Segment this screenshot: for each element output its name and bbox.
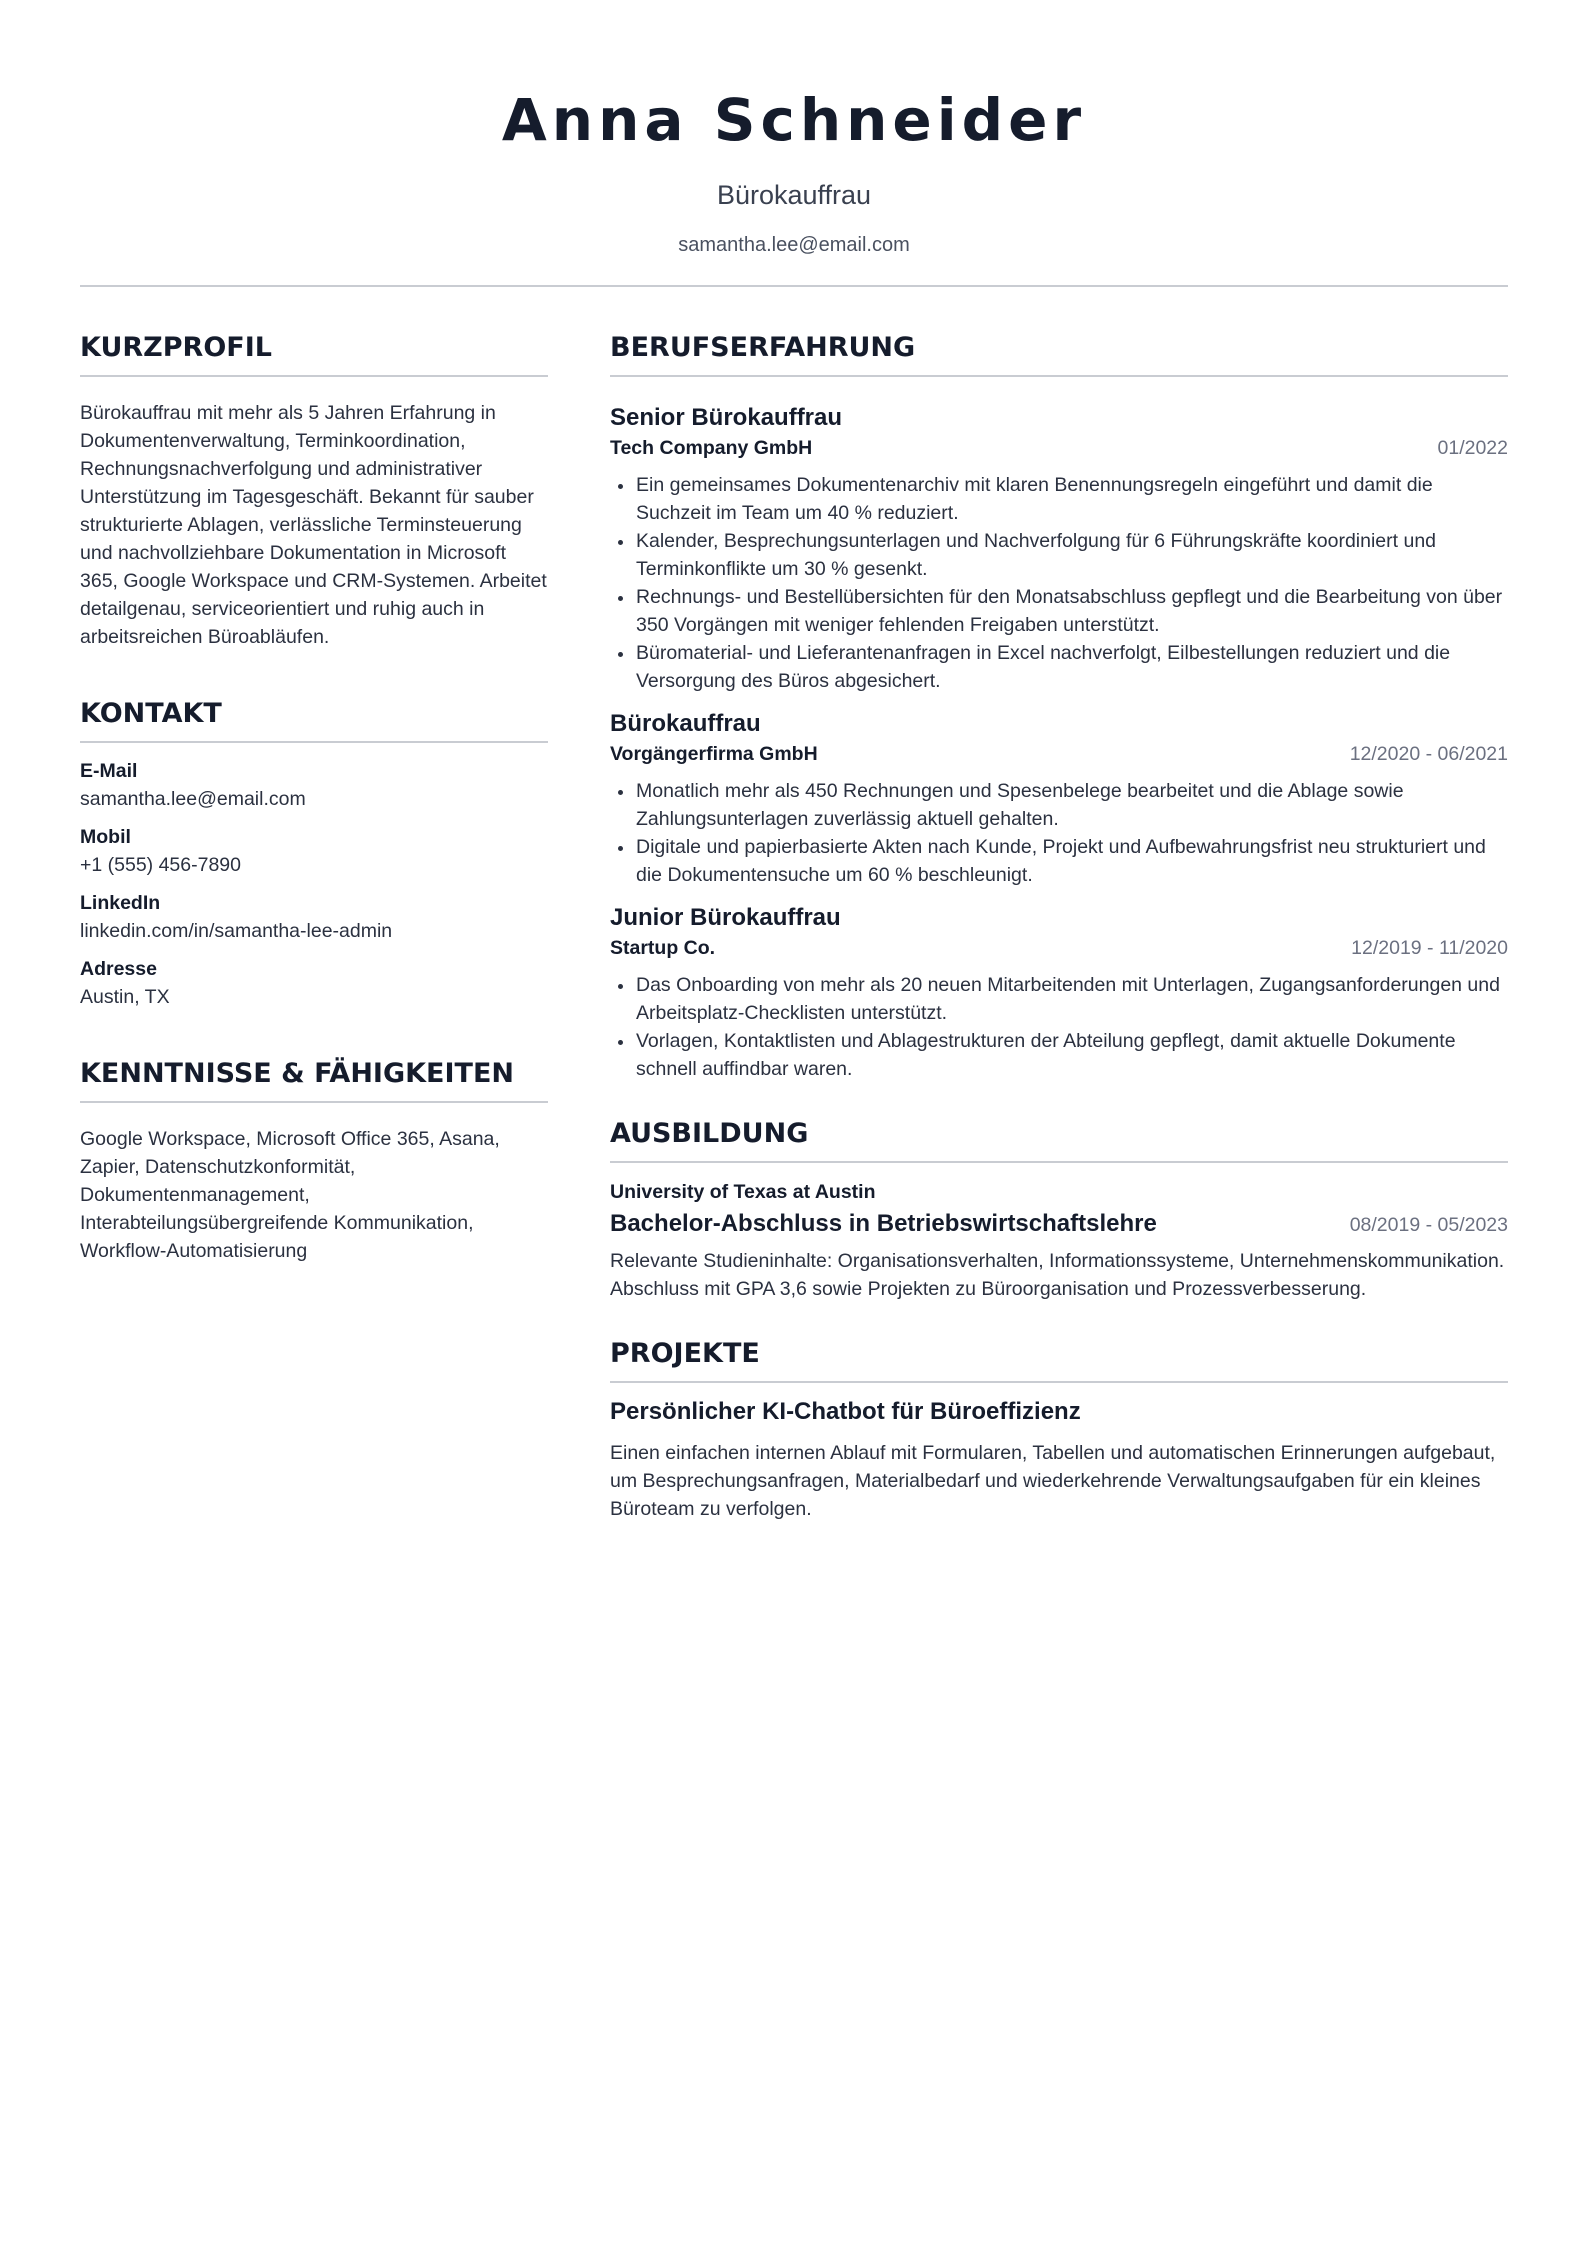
contact-label-address: Adresse <box>80 958 157 980</box>
job-entry <box>610 709 1508 889</box>
contact-label-email: E-Mail <box>80 760 138 782</box>
job-bullet: Kalender, Besprechungsunterlagen und Nachverfolgung für 6 Führungskräfte koordiniert und Terminkonflikte um 30 % gesenkt. <box>610 527 1508 583</box>
contact-title: KONTAKT <box>80 697 548 743</box>
contact-value-mobile: +1 (555) 456-7890 <box>80 854 241 876</box>
job-company: Vorgängerfirma GmbH <box>610 743 818 765</box>
experience-title: BERUFSERFAHRUNG <box>610 331 1508 377</box>
profile-title: KURZPROFIL <box>80 331 548 377</box>
skills-section <box>80 1057 548 1265</box>
education-text: Relevante Studieninhalte: Organisationsverhalten, Informationssysteme, Unternehmenskommunikation. Abschluss mit GPA 3,6 sowie Projekten zu Büroorganisation und Prozessverbesserung. <box>610 1250 1505 1300</box>
right-column <box>610 331 1508 1523</box>
job-title: Bürokauffrau <box>610 710 761 737</box>
experience-section <box>610 331 1508 1083</box>
job-bullet: Das Onboarding von mehr als 20 neuen Mitarbeitenden mit Unterlagen, Zugangsanforderungen und Arbeitsplatz-Checklisten unterstützt. <box>610 971 1508 1027</box>
project-title: Persönlicher KI-Chatbot für Büroeffizienz <box>610 1398 1081 1425</box>
contact-list <box>80 757 548 1011</box>
resume-columns <box>80 331 1508 1523</box>
job-company: Tech Company GmbH <box>610 437 813 459</box>
header-email: samantha.lee@email.com <box>678 234 910 256</box>
education-school: University of Texas at Austin <box>610 1181 876 1203</box>
job-company: Startup Co. <box>610 937 716 959</box>
project-entry <box>610 1397 1508 1523</box>
job-bullets <box>610 471 1508 695</box>
job-meta <box>610 741 1508 767</box>
job-title: Senior Bürokauffrau <box>610 404 843 431</box>
skills-title: KENNTNISSE & FÄHIGKEITEN <box>80 1057 548 1103</box>
job-entry <box>610 903 1508 1083</box>
skills-text: Google Workspace, Microsoft Office 365, Asana, Zapier, Datenschutzkonformität, Dokumentenmanagement, Interabteilungsübergreifende Kommunikation, Workflow-Automatisierung <box>80 1128 500 1262</box>
job-bullet: Digitale und papierbasierte Akten nach Kunde, Projekt und Aufbewahrungsfrist neu strukturiert und die Dokumentensuche um 60 % beschleunigt. <box>610 833 1508 889</box>
job-date: 12/2019 - 11/2020 <box>1351 937 1508 959</box>
job-bullets <box>610 971 1508 1083</box>
job-bullet: Rechnungs- und Bestellübersichten für den Monatsabschluss gepflegt und die Bearbeitung von über 350 Vorgängen mit weniger fehlenden Freigaben unterstützt. <box>610 583 1508 639</box>
job-bullets <box>610 777 1508 889</box>
projects-title: PROJEKTE <box>610 1337 1508 1383</box>
contact-label-mobile: Mobil <box>80 826 131 848</box>
header-divider <box>80 285 1508 287</box>
candidate-role: Bürokauffrau <box>716 180 872 210</box>
profile-section <box>80 331 548 651</box>
candidate-name: Anna Schneider <box>501 86 1087 154</box>
job-bullet: Monatlich mehr als 450 Rechnungen und Spesenbelege bearbeitet und die Ablage sowie Zahlungsunterlagen zuverlässig aktuell gehalten. <box>610 777 1508 833</box>
job-meta <box>610 435 1508 461</box>
job-title: Junior Bürokauffrau <box>610 904 841 931</box>
resume-header <box>80 0 1508 258</box>
education-entry <box>610 1179 1508 1303</box>
job-entry <box>610 403 1508 695</box>
education-degree: Bachelor-Abschluss in Betriebswirtschaftslehre <box>610 1210 1157 1237</box>
projects-section <box>610 1337 1508 1523</box>
education-title: AUSBILDUNG <box>610 1117 1508 1163</box>
contact-section <box>80 697 548 1011</box>
education-date: 08/2019 - 05/2023 <box>1349 1214 1508 1236</box>
contact-label-linkedin: LinkedIn <box>80 892 161 914</box>
job-date: 01/2022 <box>1437 437 1508 459</box>
education-meta <box>610 1209 1508 1239</box>
contact-value-address: Austin, TX <box>80 986 170 1008</box>
contact-value-email: samantha.lee@email.com <box>80 788 306 810</box>
education-section <box>610 1117 1508 1303</box>
left-column <box>80 331 548 1523</box>
profile-text: Bürokauffrau mit mehr als 5 Jahren Erfahrung in Dokumentenverwaltung, Terminkoordination, Rechnungsnachverfolgung und administrativer Unterstützung im Tagesgeschäft. Bekannt für sauber strukturierte Ablagen, verlässliche Terminsteuerung und nachvollziehbare Dokumentation in Microsoft 365, Google Workspace und CRM-Systemen. Arbeitet detailgenau, serviceorientiert und ruhig auch in arbeitsreichen Büroabläufen. <box>80 402 547 648</box>
job-bullet: Ein gemeinsames Dokumentenarchiv mit klaren Benennungsregeln eingeführt und damit die Suchzeit im Team um 40 % reduziert. <box>610 471 1508 527</box>
job-meta <box>610 935 1508 961</box>
job-bullet: Büromaterial- und Lieferantenanfragen in Excel nachverfolgt, Eilbestellungen reduziert und die Versorgung des Büros abgesichert. <box>610 639 1508 695</box>
job-date: 12/2020 - 06/2021 <box>1349 743 1508 765</box>
contact-value-linkedin: linkedin.com/in/samantha-lee-admin <box>80 920 393 942</box>
project-text: Einen einfachen internen Ablauf mit Formularen, Tabellen und automatischen Erinnerungen aufgebaut, um Besprechungsanfragen, Materialbedarf und wiederkehrende Verwaltungsaufgaben für ein kleines Büroteam zu verfolgen. <box>610 1442 1496 1520</box>
job-bullet: Vorlagen, Kontaktlisten und Ablagestrukturen der Abteilung gepflegt, damit aktuelle Dokumente schnell auffindbar waren. <box>610 1027 1508 1083</box>
